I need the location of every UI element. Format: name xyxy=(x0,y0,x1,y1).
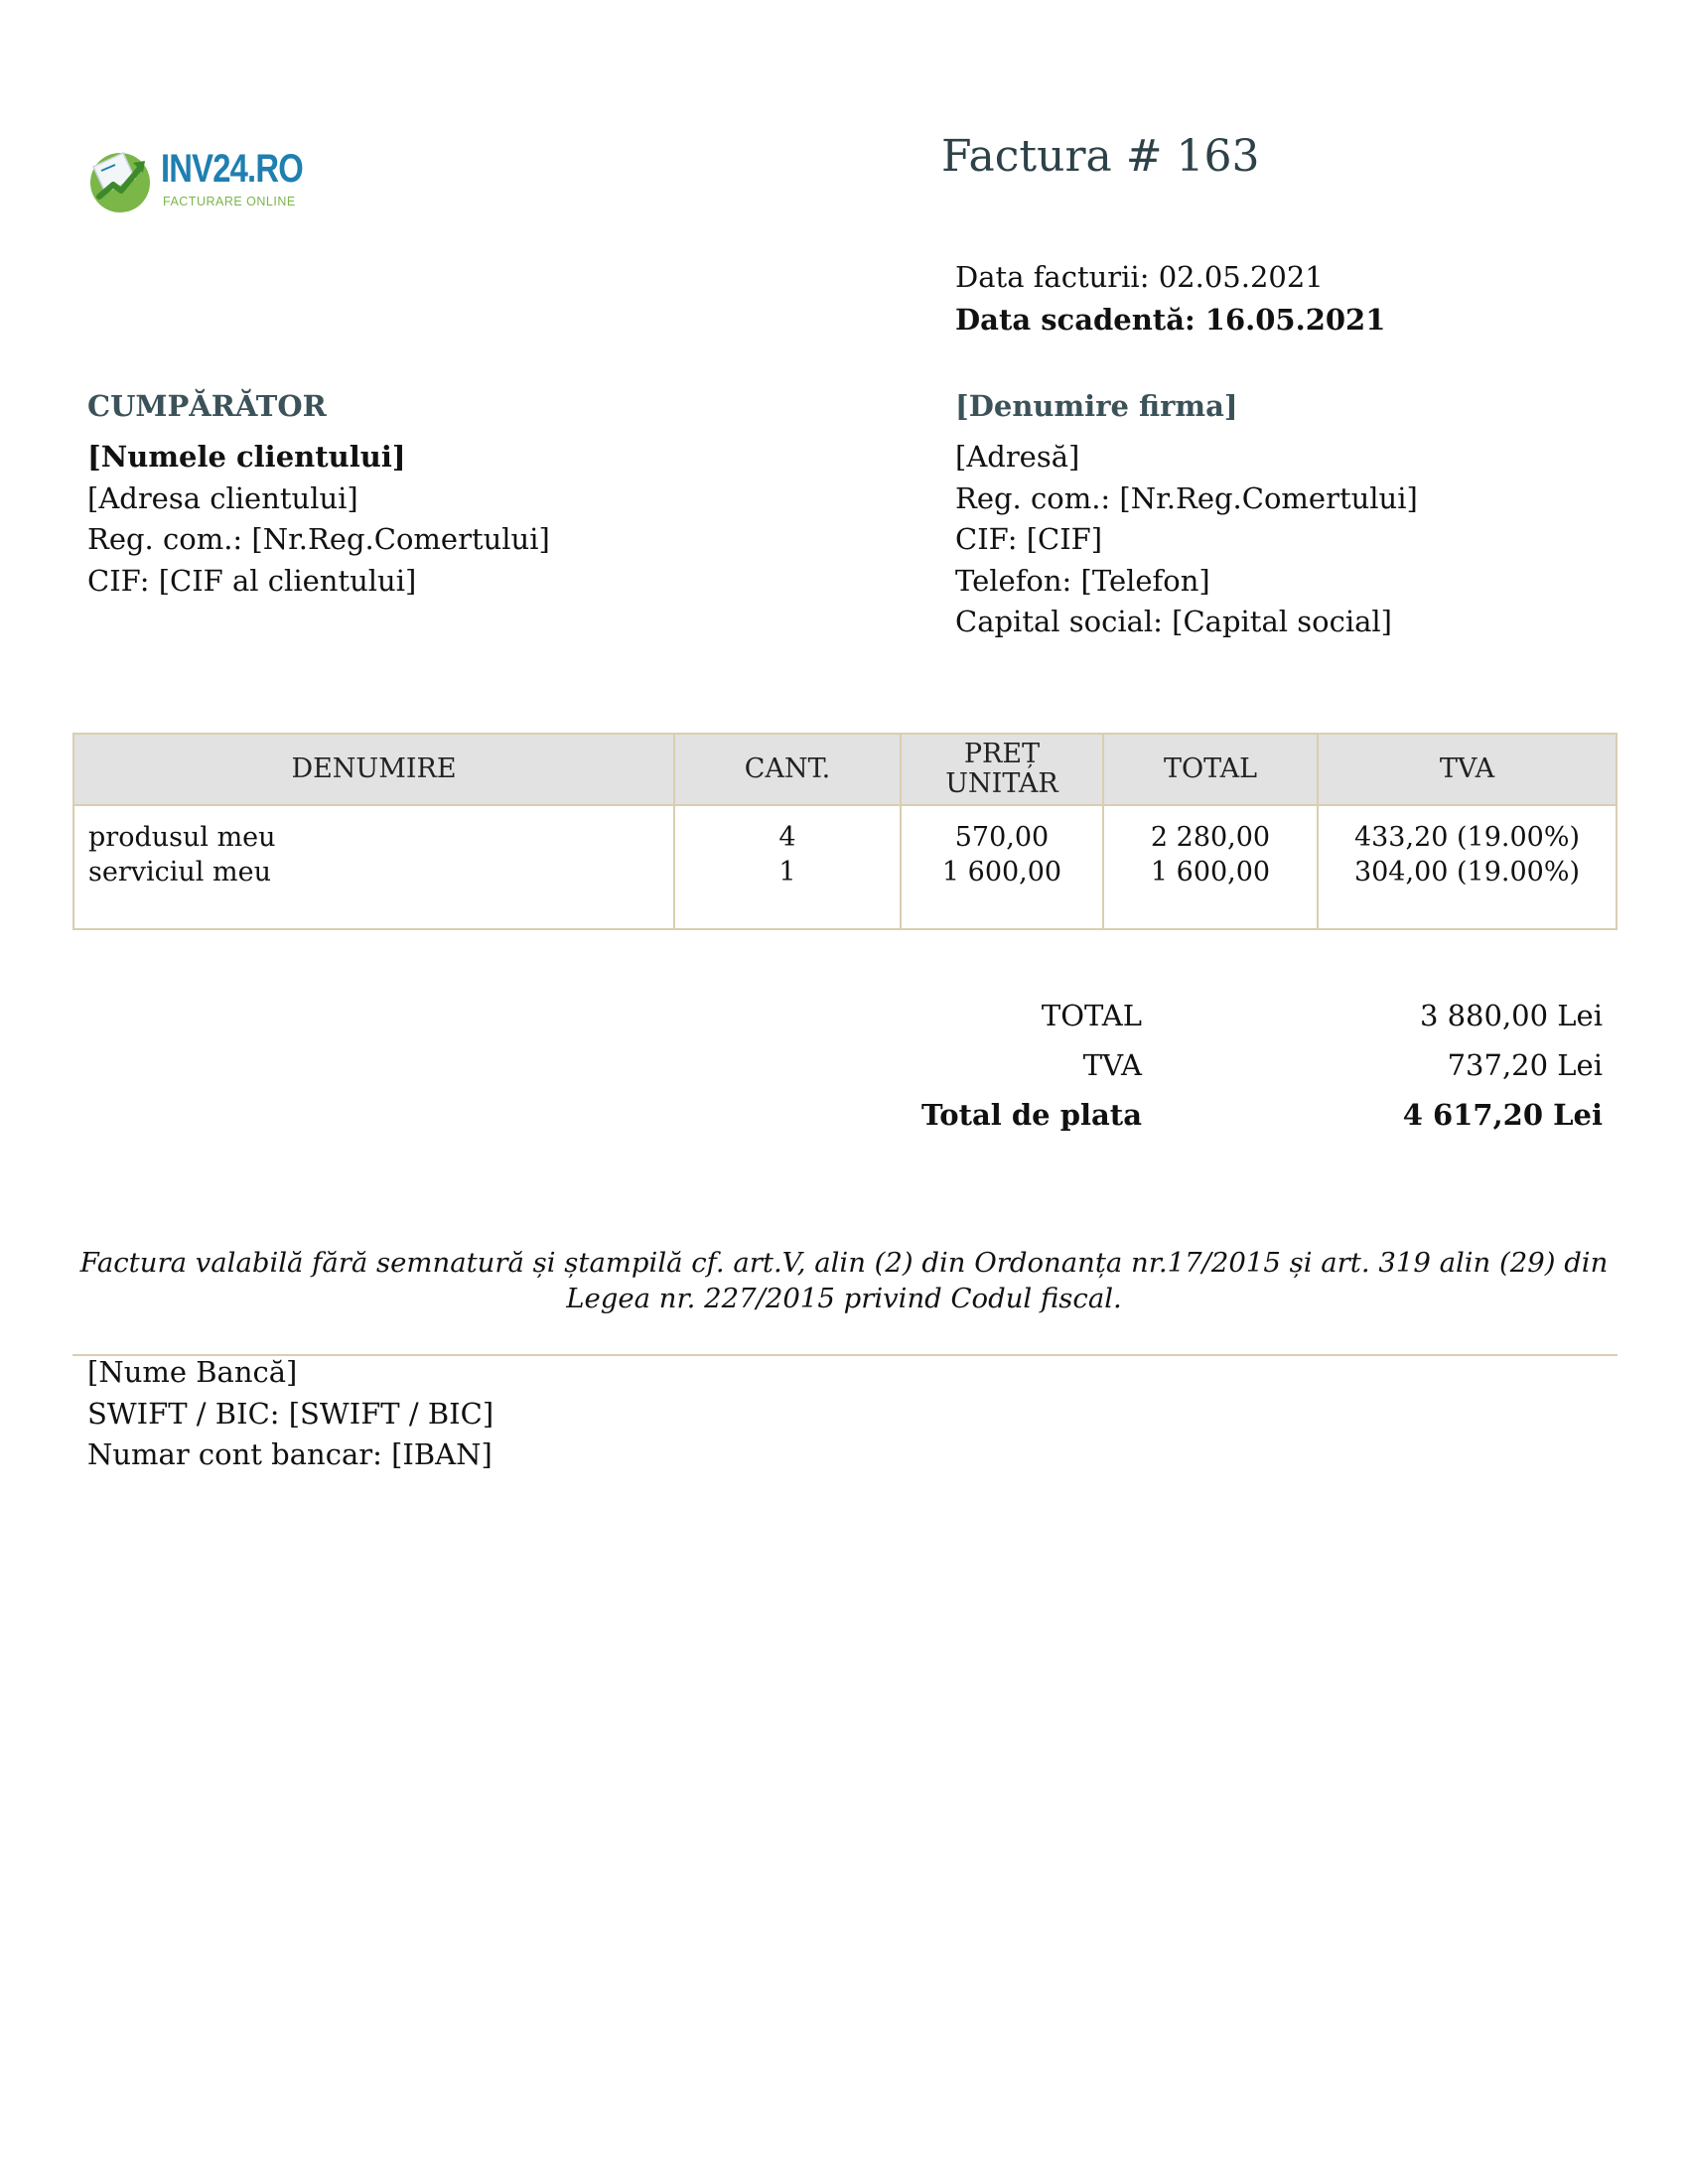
seller-heading: [Denumire firma] xyxy=(955,389,1238,423)
invoice-title: Factura # 163 xyxy=(941,131,1260,182)
buyer-block xyxy=(87,389,550,602)
seller-capital: Capital social: [Capital social] xyxy=(955,605,1392,638)
header-price-line1: PREȚ xyxy=(963,739,1041,769)
buyer-cif: CIF: [CIF al clientului] xyxy=(87,563,417,598)
cell-names xyxy=(73,805,674,929)
cell-price xyxy=(901,805,1103,929)
seller-phone: Telefon: [Telefon] xyxy=(955,563,1210,598)
summary-vat-label: TVA xyxy=(1082,1048,1142,1082)
legal-note: Factura valabilă fără semnatură și ștampilă cf. art.V, alin (2) din Ordonanța nr.17/2015 și art. 319 alin (29) din Legea nr. 227/2015 privind Codul fiscal. xyxy=(79,1247,1609,1314)
company-logo xyxy=(85,143,314,218)
seller-cif: CIF: [CIF] xyxy=(955,522,1103,556)
item-total: 1 600,00 xyxy=(1150,857,1271,887)
item-name: serviciul meu xyxy=(88,857,271,887)
item-name: produsul meu xyxy=(88,822,276,853)
header-price-line2: UNITAR xyxy=(945,768,1058,799)
buyer-heading: CUMPĂRĂTOR xyxy=(87,389,327,423)
invoice-due-date: Data scadentă: 16.05.2021 xyxy=(955,303,1386,337)
logo-tagline: FACTURARE ONLINE xyxy=(163,195,296,208)
cell-vat xyxy=(1318,805,1617,929)
header-vat: TVA xyxy=(1318,734,1617,805)
bank-swift: SWIFT / BIC: [SWIFT / BIC] xyxy=(87,1396,494,1431)
item-price: 1 600,00 xyxy=(941,857,1062,887)
totals-summary xyxy=(894,999,1603,1148)
item-vat: 304,00 (19.00%) xyxy=(1353,857,1581,887)
item-total: 2 280,00 xyxy=(1150,822,1271,853)
bank-details xyxy=(87,1352,493,1476)
table-body-row xyxy=(73,805,1617,929)
logo-brand: INV24.RO xyxy=(161,147,303,191)
summary-grand-value: 4 617,20 Lei xyxy=(1402,1098,1603,1132)
invoice-dates xyxy=(955,256,1385,341)
bank-iban: Numar cont bancar: [IBAN] xyxy=(87,1437,492,1471)
buyer-address: [Adresa clientului] xyxy=(87,480,358,515)
header-total: TOTAL xyxy=(1103,734,1318,805)
cell-total xyxy=(1103,805,1318,929)
summary-vat-value: 737,20 Lei xyxy=(1447,1048,1603,1082)
header-price xyxy=(901,734,1103,805)
summary-grand-row xyxy=(894,1098,1603,1148)
summary-total-value: 3 880,00 Lei xyxy=(1419,999,1603,1032)
items-table xyxy=(72,733,1618,930)
summary-vat-row xyxy=(894,1048,1603,1098)
logo-chart-icon xyxy=(85,145,155,214)
item-qty: 1 xyxy=(778,857,796,887)
invoice-date: Data facturii: 02.05.2021 xyxy=(955,260,1324,294)
header-qty: CANT. xyxy=(674,734,901,805)
seller-block xyxy=(955,389,1418,643)
item-price: 570,00 xyxy=(954,822,1050,853)
buyer-name: [Numele clientului] xyxy=(87,440,406,474)
seller-address: [Adresă] xyxy=(955,440,1080,474)
cell-qty xyxy=(674,805,901,929)
table-header-row xyxy=(73,734,1617,805)
summary-total-row xyxy=(894,999,1603,1048)
summary-grand-label: Total de plata xyxy=(921,1098,1142,1132)
bank-name: [Nume Bancă] xyxy=(87,1355,298,1389)
item-vat: 433,20 (19.00%) xyxy=(1353,822,1581,853)
buyer-reg: Reg. com.: [Nr.Reg.Comertului] xyxy=(87,522,550,556)
item-qty: 4 xyxy=(778,822,796,853)
seller-reg: Reg. com.: [Nr.Reg.Comertului] xyxy=(955,480,1418,515)
summary-total-label: TOTAL xyxy=(1041,999,1142,1032)
header-name: DENUMIRE xyxy=(73,734,674,805)
